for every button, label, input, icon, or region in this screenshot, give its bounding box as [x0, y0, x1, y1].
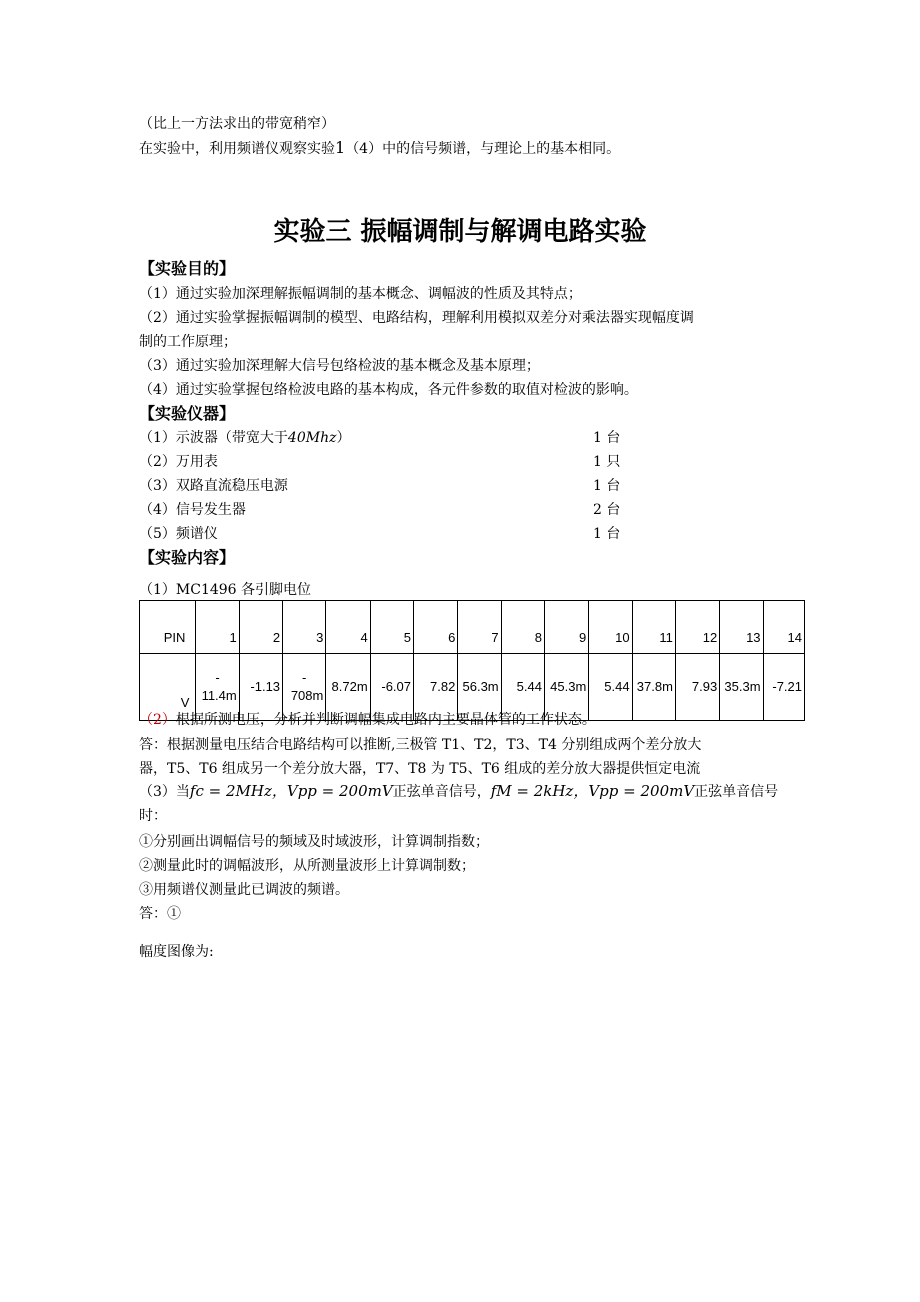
- intro-line-2: [139, 136, 620, 161]
- instrument-name: （5）频谱仪: [139, 526, 218, 542]
- pin-cell: 1: [196, 601, 239, 654]
- content-heading: 【实验内容】: [139, 548, 236, 567]
- voltage-cell: -6.07: [370, 654, 413, 721]
- voltage-cell: 5.44: [589, 654, 632, 721]
- pin-voltage-table: [139, 600, 805, 721]
- answer-2-line-1: 答：根据测量电压结合电路结构可以推断,三极管 T1、T2，T3、T4 分别组成两个差分放大: [139, 737, 702, 753]
- intro-line-1: （比上一方法求出的带宽稍窄）: [139, 116, 335, 132]
- instrument-bandwidth-math: 40𝑀ℎ𝑧: [287, 430, 337, 446]
- instruments-heading: 【实验仪器】: [139, 404, 236, 423]
- voltage-row-header: V: [140, 654, 196, 721]
- instrument-qty: 1 台: [593, 430, 621, 446]
- question-2: [139, 708, 596, 732]
- sub-question-2: ②测量此时的调幅波形，从所测量波形上计算调制数；: [139, 858, 475, 874]
- pin-cell: 2: [239, 601, 282, 654]
- pin-cell: 5: [370, 601, 413, 654]
- instrument-name-tail: ）: [336, 430, 351, 446]
- voltage-cell: 56.3m: [458, 654, 501, 721]
- instrument-name-text: （1）示波器（带宽大于: [139, 430, 288, 446]
- question-3-tail: 正弦单音信号: [694, 784, 779, 800]
- instrument-qty: 1 台: [593, 526, 621, 542]
- question-3-math-carrier: 𝑓𝑐 = 2𝑀𝐻𝑧，𝑉𝑝𝑝 = 200𝑚𝑉: [189, 782, 393, 800]
- pin-cell: 10: [589, 601, 632, 654]
- question-3-mid: 正弦单音信号，: [392, 784, 491, 800]
- question-2-text: 根据所测电压，分析并判断调幅集成电路内主要晶体管的工作状态。: [175, 712, 596, 728]
- voltage-cell: 7.93: [675, 654, 719, 721]
- voltage-cell: -7.21: [763, 654, 804, 721]
- voltage-cell: 8.72m: [326, 654, 370, 721]
- voltage-cell: 45.3m: [544, 654, 588, 721]
- pin-cell: 4: [326, 601, 370, 654]
- instrument-name: （3）双路直流稳压电源: [139, 478, 288, 494]
- pin-cell: 12: [675, 601, 719, 654]
- instrument-qty: 2 台: [593, 502, 621, 518]
- question-3: [139, 779, 778, 804]
- pin-cell: 8: [501, 601, 544, 654]
- purpose-item: （3）通过实验加深理解大信号包络检波的基本概念及基本原理；: [139, 358, 540, 374]
- intro-line-2-a: 在实验中，利用频谱仪观察实验: [139, 141, 335, 157]
- voltage-cell: 37.8m: [632, 654, 675, 721]
- amplitude-label: 幅度图像为:: [139, 944, 214, 960]
- purpose-item: （2）通过实验掌握振幅调制的模型、电路结构，理解利用模拟双差分对乘法器实现幅度调: [139, 310, 694, 326]
- intro-line-2-b: （4）中的信号频谱，与理论上的基本相同。: [345, 141, 621, 157]
- question-2-number: （2）: [139, 712, 176, 728]
- voltage-cell-line: 11.4m: [201, 688, 237, 703]
- purpose-heading: 【实验目的】: [139, 259, 236, 278]
- instrument-qty: 1 台: [593, 478, 621, 494]
- instrument-name: [139, 426, 350, 450]
- voltage-cell-line: 708m: [290, 688, 324, 703]
- sub-question-3: ③用频谱仪测量此已调波的频谱。: [139, 882, 349, 898]
- page-title: 实验三 振幅调制与解调电路实验: [273, 217, 647, 247]
- purpose-item: （1）通过实验加深理解振幅调制的基本概念、调幅波的性质及其特点；: [139, 286, 582, 302]
- sub-question-1: ①分别画出调幅信号的频域及时域波形，计算调制指数；: [139, 834, 489, 850]
- voltage-cell: -1.13: [239, 654, 282, 721]
- pin-cell: 9: [544, 601, 588, 654]
- voltage-cell-line: -: [302, 670, 307, 685]
- answer-2-line-2: 器，T5、T6 组成另一个差分放大器，T7、T8 为 T5、T6 组成的差分放大器提供恒定电流: [139, 761, 701, 777]
- question-3-line-2: 时：: [139, 808, 167, 824]
- table-caption: （1）MC1496 各引脚电位: [139, 582, 312, 598]
- question-3-math-modulation: 𝑓𝑀 = 2𝑘𝐻𝑧，𝑉𝑝𝑝 = 200𝑚𝑉: [490, 782, 695, 800]
- pin-cell: 14: [763, 601, 804, 654]
- instrument-name: （2）万用表: [139, 454, 218, 470]
- intro-line-2-num: 1: [335, 138, 346, 157]
- table-row: [140, 601, 805, 654]
- pin-row-header: PIN: [140, 601, 196, 654]
- instrument-qty: 1 只: [593, 454, 621, 470]
- instrument-name: （4）信号发生器: [139, 502, 246, 518]
- voltage-cell: 35.3m: [720, 654, 763, 721]
- pin-cell: 13: [720, 601, 763, 654]
- purpose-item: （4）通过实验掌握包络检波电路的基本构成，各元件参数的取值对检波的影响。: [139, 382, 638, 398]
- pin-cell: 3: [283, 601, 326, 654]
- question-3-prefix: （3）当: [139, 784, 190, 800]
- pin-cell: 7: [458, 601, 501, 654]
- voltage-cell: 5.44: [501, 654, 544, 721]
- pin-cell: 11: [632, 601, 675, 654]
- answer-3: 答：①: [139, 906, 181, 922]
- voltage-cell-line: -: [215, 670, 220, 685]
- pin-cell: 6: [414, 601, 458, 654]
- voltage-cell: 7.82: [414, 654, 458, 721]
- purpose-item: 制的工作原理；: [139, 334, 237, 350]
